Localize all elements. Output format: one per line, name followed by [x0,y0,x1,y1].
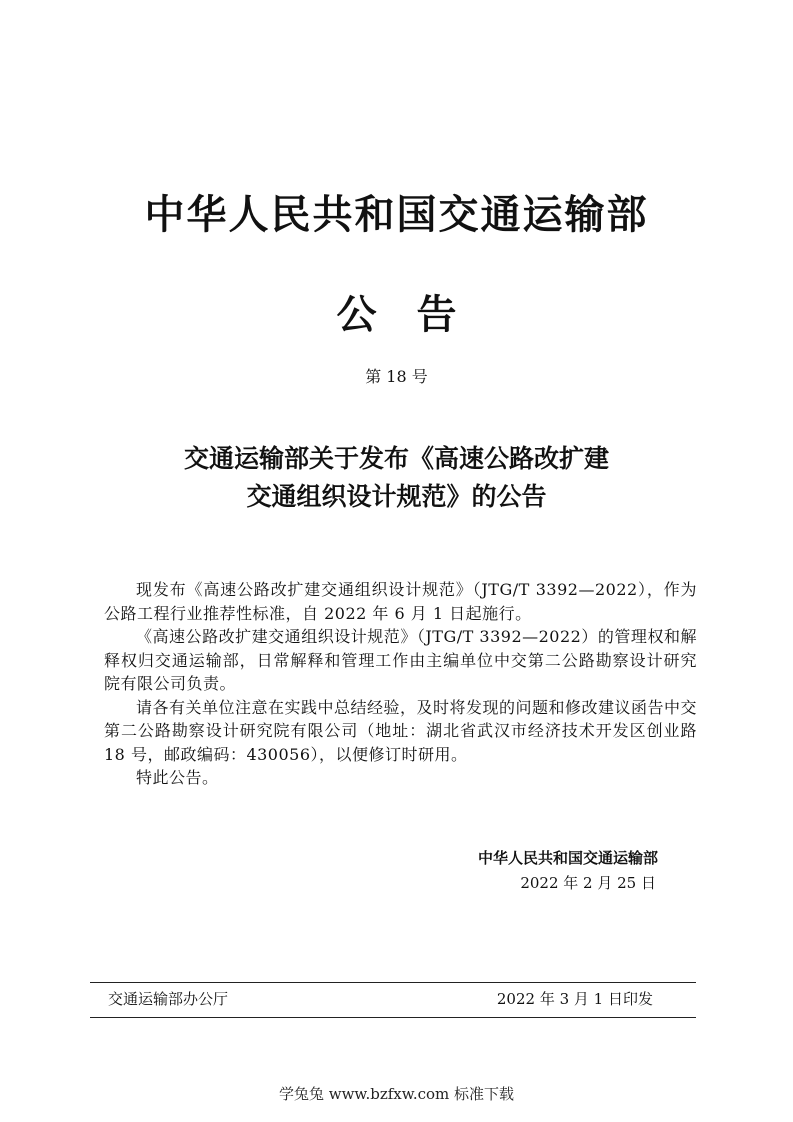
announcement-subject [0,440,793,516]
subject-line-1: 交通运输部关于发布《高速公路改扩建 [183,444,609,473]
document-number: 第 18 号 [365,367,428,386]
issuer-title: 中华人民共和国交通运输部 [144,192,649,238]
print-date: 2022 年 3 月 1 日印发 [496,990,653,1008]
signature-organization: 中华人民共和国交通运输部 [477,849,658,867]
document-type-title: 公 告 [336,292,457,338]
subject-line-2: 交通组织设计规范》的公告 [246,482,547,511]
body-paragraph-4: 特此公告。 [136,768,219,787]
footer-bottom-divider [90,1017,696,1018]
body-paragraph-1: 现发布《高速公路改扩建交通组织设计规范》（JTG/T 3392—2022），作为公路工程行业推荐性标准，自 2022 年 6 月 1 日起施行。 [104,580,697,623]
body-paragraph-2: 《高速公路改扩建交通组织设计规范》（JTG/T 3392—2022）的管理权和解释权归交通运输部，日常解释和管理工作由主编单位中交第二公路勘察设计研究院有限公司负责。 [104,627,697,693]
announcement-body [104,578,697,790]
issuing-office: 交通运输部办公厅 [108,990,229,1008]
signature-block [478,846,658,896]
signature-date: 2022 年 2 月 25 日 [520,874,656,892]
body-paragraph-3: 请各有关单位注意在实践中总结经验，及时将发现的问题和修改建议函告中交第二公路勘察设计研究院有限公司（地址：湖北省武汉市经济技术开发区创业路 18 号，邮政编码：430056），以便修订时研用。 [104,697,698,764]
footer-top-divider [90,982,696,983]
watermark-text: 学兔兔 www.bzfxw.com 标准下载 [278,1085,515,1103]
